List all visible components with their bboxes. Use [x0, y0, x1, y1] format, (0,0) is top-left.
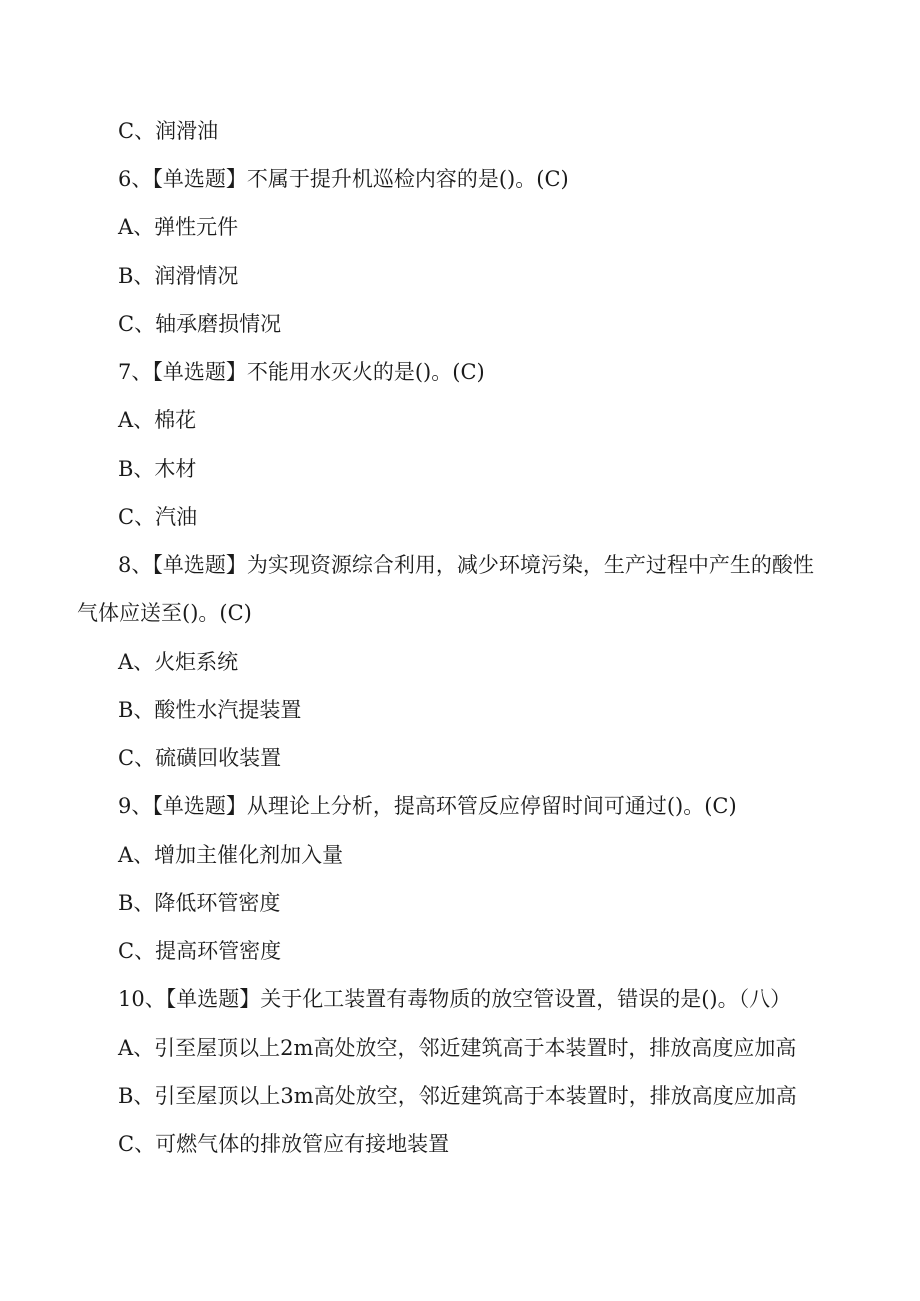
option-line: C、提高环管密度 [118, 939, 282, 963]
option-line: A、增加主催化剂加入量 [118, 843, 344, 867]
question-line: 8、【单选题】为实现资源综合利用，减少环境污染，生产过程中产生的酸性 [118, 553, 814, 577]
option-line: A、引至屋顶以上2m高处放空，邻近建筑高于本装置时，排放高度应加高 [118, 1036, 797, 1060]
option-line: A、弹性元件 [118, 215, 239, 239]
question-line: 6、【单选题】不属于提升机巡检内容的是()。(C) [118, 167, 569, 191]
question-line-continuation: 气体应送至()。(C) [77, 601, 252, 625]
option-line: C、轴承磨损情况 [118, 312, 282, 336]
question-line: 7、【单选题】不能用水灭火的是()。(C) [118, 360, 485, 384]
question-line: 9、【单选题】从理论上分析，提高环管反应停留时间可通过()。(C) [118, 794, 737, 818]
option-line: A、火炬系统 [118, 650, 239, 674]
option-line: B、降低环管密度 [118, 891, 281, 915]
option-line: C、汽油 [118, 505, 198, 529]
option-line: C、润滑油 [118, 119, 219, 143]
option-line: B、木材 [118, 457, 197, 481]
option-line: B、引至屋顶以上3m高处放空，邻近建筑高于本装置时，排放高度应加高 [118, 1084, 797, 1108]
option-line: C、硫磺回收装置 [118, 746, 282, 770]
option-line: B、酸性水汽提装置 [118, 698, 302, 722]
option-line: B、润滑情况 [118, 264, 239, 288]
question-line: 10、【单选题】关于化工装置有毒物质的放空管设置，错误的是()。（八） [118, 987, 792, 1011]
option-line: A、棉花 [118, 408, 197, 432]
option-line: C、可燃气体的排放管应有接地装置 [118, 1132, 450, 1156]
